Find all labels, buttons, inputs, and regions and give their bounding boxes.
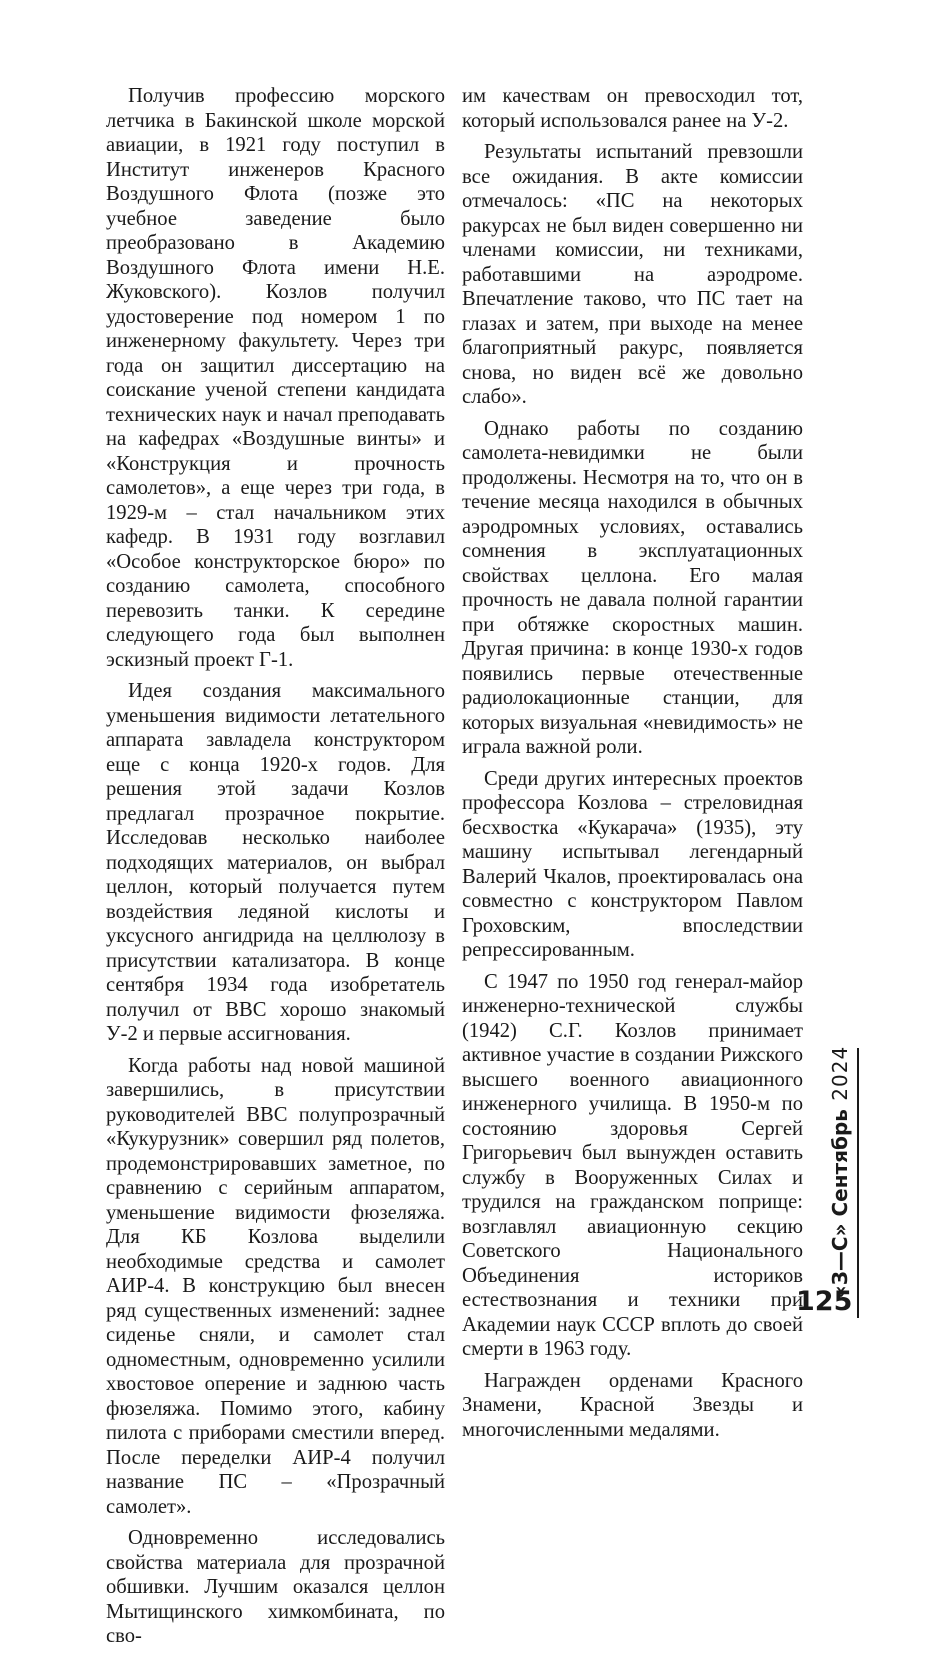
paragraph: Среди других интересных проектов профессора Козлова – стреловидная бесхвостка «Кукарача» (1935), эту машину испытывал легендарный Валерий Чкалов, проектировалась она совместно с конструктором Павлом Гроховским, впоследствии репрессированным. <box>462 767 803 961</box>
paragraph: Идея создания максимального уменьшения видимости летательного аппарата завладела конструктором еще с конца 1920-х годов. Для решения этой задачи Козлов предлагал прозрачное покрытие. Исследовав несколько наиболее подходящих материалов, он выбрал целлон, который получается путем воздействия ледяной кислоты и уксусного ангидрида на целлюлозу в присутствии катализатора. В конце сентября 1934 года изобретатель получил от ВВС хорошо знакомый У-2 и первые ассигнования. <box>106 680 445 1045</box>
article-column-right <box>462 84 803 1449</box>
paragraph: Награжден орденами Красного Знамени, Красной Звезды и многочисленными медалями. <box>462 1369 803 1441</box>
magazine-issue-label: «З—С» Сентябрь <box>828 1109 852 1299</box>
paragraph: Однако работы по созданию самолета-невидимки не были продолжены. Несмотря на то, что он в течение месяца находился в обычных аэродромных условиях, оставались сомнения в эксплуатационных свойствах целлона. Его малая прочность не давала полной гарантии при обтяжке скоростных машин. Другая причина: в конце 1930-х годов появились первые отечественные радиолокационные станции, для которых визуальная «невидимость» не играла важной роли. <box>462 417 803 758</box>
running-footer <box>822 1045 858 1299</box>
paragraph: Результаты испытаний превзошли все ожидания. В акте комиссии отмечалось: «ПС на некоторых ракурсах не был виден совершенно ни членами комиссии, ни техниками, работавшими на аэродроме. Впечатление таково, что ПС тает на глазах и затем, при выходе на менее благоприятный ракурс, появляется снова, но виден всё же довольно слабо». <box>462 141 803 408</box>
paragraph: Получив профессию морского летчика в Бакинской школе морской авиации, в 1921 году поступил в Институт инженеров Красного Воздушного Флота (позже это учебное заведение было преобразовано в Академию Воздушного Флота имени Н.Е. Жуковского). Козлов получил удостоверение под номером 1 по инженерному факультету. Через три года он защитил диссертацию на соискание ученой степени кандидата технических наук и начал преподавать на кафедрах «Воздушные винты» и «Конструкция и прочность самолетов», а еще через три года, в 1929-м – стал начальником этих кафедр. В 1931 году возглавил «Особое конструкторское бюро» по созданию самолета, способного перевозить танки. К середине следующего года был выполнен эскизный проект Г-1. <box>106 85 445 671</box>
footer-rule <box>857 1048 859 1318</box>
issue-year: 2024 <box>828 1045 852 1101</box>
article-column-left <box>106 84 445 1656</box>
paragraph-continuation: им качествам он превосходил тот, который использовался ранее на У-2. <box>462 85 803 132</box>
paragraph: Одновременно исследовались свойства материала для прозрачной обшивки. Лучшим оказался целлон Мытищинского химкомбината, по сво- <box>106 1527 445 1647</box>
paragraph: Когда работы над новой машиной завершились, в присутствии руководителей ВВС полупрозрачный «Кукурузник» совершил ряд полетов, продемонстрировавших заметное, по сравнению с серийным аппаратом, уменьшение видимости фюзеляжа. Для КБ Козлова выделили необходимые средства и самолет АИР-4. В конструкцию был внесен ряд существенных изменений: заднее сиденье сняли, и самолет стал одноместным, одновременно усилили хвостовое оперение и заднюю часть фюзеляжа. Помимо этого, кабину пилота с приборами сместили вперед. После переделки АИР-4 получил название ПС – «Прозрачный самолет». <box>106 1054 445 1518</box>
page-number: 125 <box>796 1286 853 1317</box>
paragraph: С 1947 по 1950 год генерал-майор инженерно-технической службы (1942) С.Г. Козлов принимает активное участие в создании Рижского высшего военного авиационного инженерного училища. В 1950-м по состоянию здоровья Сергей Григорьевич был вынужден оставить службу в Вооруженных Силах и трудился на гражданском поприще: возглавлял авиационную секцию Советского Национального Объединения историков естествознания и техники при Академии наук СССР вплоть до своей смерти в 1963 году. <box>462 970 803 1360</box>
